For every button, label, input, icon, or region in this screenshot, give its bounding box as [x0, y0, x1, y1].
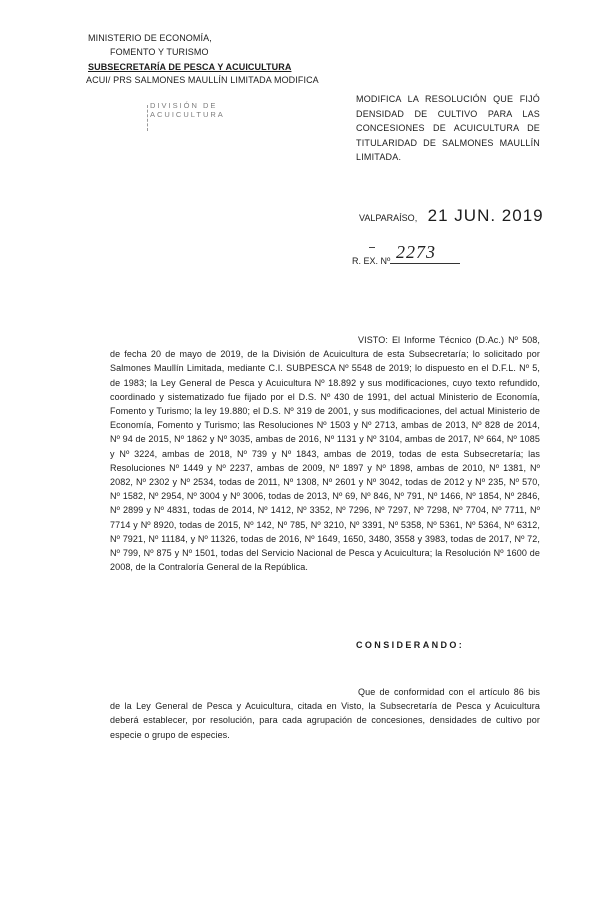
ministry-subname: FOMENTO Y TURISMO — [110, 47, 209, 57]
division-stamp — [150, 101, 272, 141]
date-row — [359, 206, 544, 226]
considerando-paragraph: Que de conformidad con el artículo 86 bis de la Ley General de Pesca y Acuicultura, citada en Visto, la Subsecretaría de Pesca y Acuicultura deberá establecer, por resolución, para cada agrupación de concesiones, densidades de cultivo por especie o grupo de especies. — [110, 687, 540, 740]
resolution-label: R. EX. Nº — [352, 256, 391, 266]
date-stamp: 21 JUN. 2019 — [427, 206, 544, 225]
considerando-heading: CONSIDERANDO: — [356, 640, 465, 650]
reference-line: ACUI/ PRS SALMONES MAULLÍN LIMITADA MODIFICA — [86, 75, 319, 85]
visto-paragraph: VISTO: El Informe Técnico (D.Ac.) Nº 508, de fecha 20 de mayo de 2019, de la División de Acuicultura de esta Subsecretaría; lo solicitado por Salmones Maullín Limitada, mediante C.I. SUBPESCA Nº 5548 de 2019; lo dispuesto en el D.F.L. Nº 5, de 1983; la Ley General de Pesca y Acuicultura Nº 18.892 y sus modificaciones, cuyo texto refundido, coordinado y sistematizado fue fijado por el D.S. Nº 430 de 1991, del actual Ministerio de Economía, Fomento y Turismo; la ley 19.880; el D.S. Nº 319 de 2001, y sus modificaciones, del actual Ministerio de Economía, Fomento y Turismo; las Resoluciones Nº 1503 y Nº 2713, ambas de 2013, Nº 828 de 2014, Nº 94 de 2015, Nº 1862 y Nº 3035, ambas de 2016, Nº 1131 y Nº 3104, ambas de 2017, Nº 664, Nº 1085 y Nº 3224, ambas de 2018, Nº 739 y Nº 1843, ambas de 2019, todas de esta Subsecretaría; las Resoluciones Nº 1449 y Nº 2237, ambas de 2009, Nº 1897 y Nº 1898, ambas de 2010, Nº 1381, Nº 2082, Nº 2302 y Nº 2534, todas de 2011, Nº 1308, Nº 2601 y Nº 3042, todas de 2012 y Nº 235, Nº 570, Nº 1582, Nº 2954, Nº 3004 y Nº 3006, todas de 2013, Nº 69, Nº 846, Nº 791, Nº 1466, Nº 1854, Nº 2846, Nº 2899 y Nº 4831, todas de 2014, Nº 1412, Nº 3352, Nº 7296, Nº 7297, Nº 7298, Nº 7704, Nº 7711, Nº 7714 y Nº 8920, todas de 2015, Nº 142, Nº 785, Nº 3210, Nº 3391, Nº 5358, Nº 5361, Nº 5364, Nº 6312, Nº 7921, Nº 11184, y Nº 11326, todas de 2016, Nº 1649, 1650, 3480, 3558 y 3983, todas de 2017, Nº 72, Nº 799, Nº 875 y Nº 1501, todas del Servicio Nacional de Pesca y Acuicultura; la Resolución Nº 1600 de 2008, de la Contraloría General de la República. — [110, 335, 540, 573]
resolution-number: 2273 — [396, 242, 436, 262]
stamp-border — [147, 105, 149, 131]
ministry-name: MINISTERIO DE ECONOMÍA, — [88, 33, 212, 43]
place-label: VALPARAÍSO, — [359, 213, 418, 223]
resolution-number-row — [352, 242, 460, 266]
resolution-summary: MODIFICA LA RESOLUCIÓN QUE FIJÓ DENSIDAD DE CULTIVO PARA LAS CONCESIONES DE ACUICULTURA DE TITULARIDAD DE SALMONES MAULLÍN LIMITADA. — [356, 94, 540, 162]
stamp-line-2: ACUICULTURA — [150, 110, 225, 119]
divider-dash — [369, 247, 375, 248]
stamp-line-1: DIVISIÓN DE — [150, 101, 218, 110]
resolution-number-line — [390, 263, 460, 264]
subsecretariat-name: SUBSECRETARÍA DE PESCA Y ACUICULTURA — [88, 62, 292, 72]
